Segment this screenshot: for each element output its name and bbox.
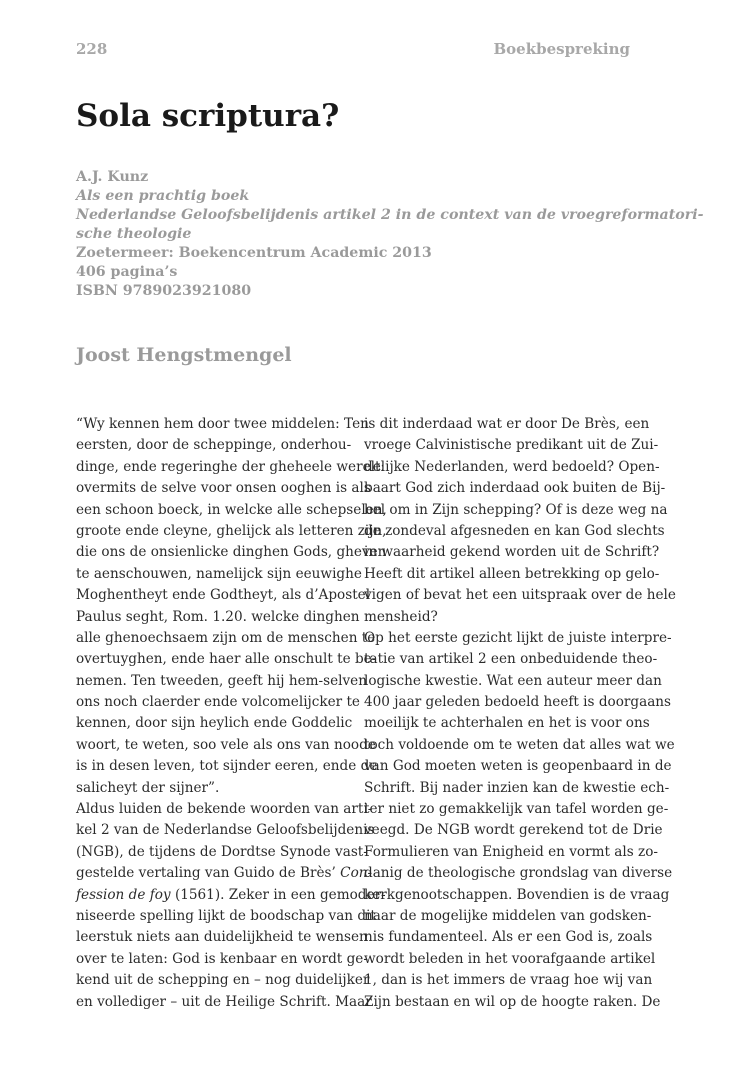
italic-fragment: fession de foy (76, 886, 171, 903)
text-line: de zondeval afgesneden en kan God slechts (364, 522, 665, 539)
text-line: nemen. Ten tweeden, geeft hij hem-selven (76, 672, 367, 689)
text-line: groote ende cleyne, ghelijck als letteren zijn, (76, 522, 387, 539)
text-line: (NGB), de tijdens de Dordtse Synode vast- (76, 843, 368, 860)
page-number: 228 (76, 40, 108, 58)
text-line: 400 jaar geleden bedoeld heeft is doorgaans (364, 694, 672, 711)
text-line: eersten, door de scheppinge, onderhou- (76, 437, 352, 454)
text-line-with-italic (76, 863, 373, 884)
text-line: te aenschouwen, namelijck sijn eeuwighe (76, 565, 362, 582)
review-title: Sola scriptura? (76, 98, 340, 134)
text-line: vigen of bevat het een uitspraak over de hele (364, 587, 676, 604)
text-line: Schrift. Bij nader inzien kan de kwestie ech- (364, 779, 670, 796)
text-line: baart God zich inderdaad ook buiten de Bij- (364, 480, 666, 497)
text-line: delijke Nederlanden, werd bedoeld? Open- (364, 458, 660, 475)
text-line: wordt beleden in het voorafgaande artikel (364, 950, 656, 967)
text-line: van God moeten weten is geopenbaard in de (364, 758, 672, 775)
text-line: alle ghenoechsaem zijn om de menschen te (76, 629, 376, 646)
book-subtitle-line1: Nederlandse Geloofsbelijdenis artikel 2 in de context van de vroegreformatori- (76, 207, 704, 223)
text-line: een schoon boeck, in welcke alle schepselen, (76, 501, 387, 518)
running-head: Boekbespreking (493, 40, 630, 58)
text-line: dinge, ende regeringhe der gheheele werelt: (76, 458, 386, 475)
text-line: naar de mogelijke middelen van godsken- (364, 907, 652, 924)
text-line: Heeft dit artikel alleen betrekking op gelo- (364, 565, 660, 582)
text-line: salicheyt der sijner”. (76, 779, 220, 796)
text-line: die ons de onsienlicke dinghen Gods, gheven (76, 544, 387, 561)
text-line: 1, dan is het immers de vraag hoe wij van (364, 972, 653, 989)
text-line: Aldus luiden de bekende woorden van arti- (76, 801, 373, 818)
text-line: niseerde spelling lijkt de boodschap van dit (76, 907, 376, 924)
text-line: danig de theologische grondslag van diverse (364, 865, 673, 882)
text-line: kerkgenootschappen. Bovendien is de vraag (364, 886, 670, 903)
book-subtitle-line2: sche theologie (76, 226, 192, 242)
book-pages: 406 pagina’s (76, 264, 178, 280)
bibliography (76, 168, 704, 301)
text-line: Formulieren van Enigheid en vormt als zo- (364, 843, 658, 860)
text-line: Zijn bestaan en wil op de hoogte raken. De (364, 993, 661, 1010)
text-line: in waarheid gekend worden uit de Schrift? (364, 544, 660, 561)
text-fragment: (1561). Zeker in een gemoder- (174, 886, 386, 903)
text-line: is dit inderdaad wat er door De Brès, een (364, 416, 650, 432)
book-isbn: ISBN 9789023921080 (76, 283, 252, 299)
text-line: toch voldoende om te weten dat alles wat we (364, 736, 675, 753)
text-line: veegd. De NGB wordt gerekend tot de Drie (364, 822, 663, 839)
text-line: nis fundamenteel. Als er een God is, zoals (364, 929, 653, 946)
text-line: overtuyghen, ende haer alle onschult te be- (76, 651, 377, 668)
text-line: logische kwestie. Wat een auteur meer dan (364, 672, 662, 689)
right-column (364, 414, 676, 1013)
text-line: woort, te weten, soo vele als ons van noode (76, 736, 376, 753)
text-line: “Wy kennen hem door twee middelen: Ten (76, 416, 369, 432)
text-line: kel 2 van de Nederlandse Geloofsbelijdenis (76, 822, 375, 839)
text-line: ter niet zo gemakkelijk van tafel worden ge- (364, 801, 669, 818)
book-publisher: Zoetermeer: Boekencentrum Academic 2013 (76, 245, 432, 261)
text-line: en vollediger – uit de Heilige Schrift. Maar (76, 993, 372, 1010)
text-line: kend uit de schepping en – nog duidelijker (76, 972, 370, 989)
text-line: overmits de selve voor onsen ooghen is als (76, 480, 371, 497)
left-column (76, 414, 387, 1013)
text-line: over te laten: God is kenbaar en wordt ge- (76, 950, 368, 967)
text-fragment: gestelde vertaling van Guido de Brès’ (76, 865, 336, 882)
text-line: moeilijk te achterhalen en het is voor ons (364, 715, 650, 732)
text-line: kennen, door sijn heylich ende Goddelic (76, 715, 353, 732)
text-line: vroege Calvinistische predikant uit de Zui- (364, 437, 659, 454)
text-line: mensheid? (364, 608, 438, 625)
reviewer-name: Joost Hengstmengel (76, 344, 292, 366)
book-title: Als een prachtig boek (76, 188, 250, 204)
text-line: is in desen leven, tot sijnder eeren, ende de (76, 758, 378, 775)
text-line: Paulus seght, Rom. 1.20. welcke dinghen (76, 608, 360, 625)
italic-fragment: Con- (340, 865, 373, 882)
text-line: tatie van artikel 2 een onbeduidende theo- (364, 651, 658, 668)
text-line: Op het eerste gezicht lijkt de juiste interpre- (364, 629, 672, 646)
text-line: ons noch claerder ende volcomelijcker te (76, 694, 360, 711)
text-line: Moghentheyt ende Godtheyt, als d’Apostel (76, 587, 371, 604)
text-line-with-italic (76, 885, 386, 906)
text-line: bel om in Zijn schepping? Of is deze weg na (364, 501, 668, 518)
book-author: A.J. Kunz (76, 169, 149, 185)
text-line: leerstuk niets aan duidelijkheid te wensen (76, 929, 368, 946)
